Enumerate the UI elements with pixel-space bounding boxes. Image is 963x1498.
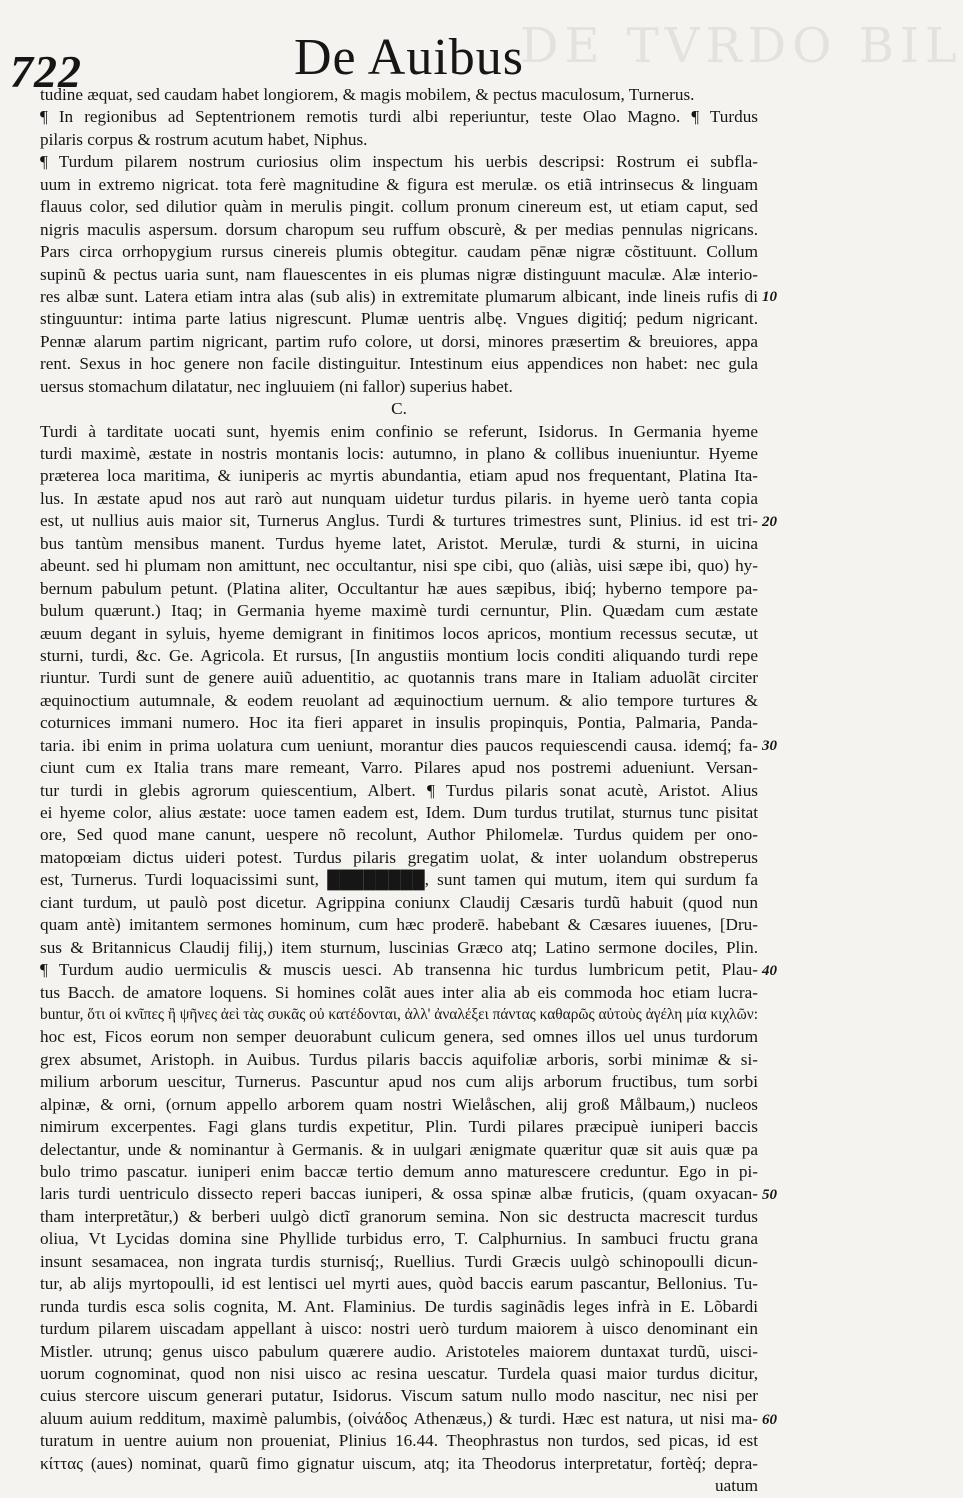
text-line: tudine æquat, sed caudam habet longiorem, & magis mobilem, & pectus maculosum, Turnerus. — [40, 85, 695, 104]
text-line: Turdi à tarditate uocati sunt, hyemis enim confinio se referunt, Isidorus. In Germania hyeme — [40, 421, 758, 441]
margin-line-number: 60 — [762, 1411, 777, 1428]
text-line: ¶ Turdum pilarem nostrum curiosius olim inspectum his uerbis descripsi: Rostrum ei subfla- — [40, 152, 758, 172]
text-line: κίττας (aues) nominat, quarũ fimo gignatur uiscum, atq; ita Theodorus interpretatur, fortèq́; depra- — [40, 1453, 758, 1473]
running-title: De Auibus — [294, 29, 524, 86]
text-line: laris turdi uentriculo dissecto reperi baccas iuniperi, & ossa spinæ albæ fruticis, (quam oxyacan- — [40, 1184, 758, 1204]
body-text — [40, 84, 758, 1498]
text-line: hoc est, Ficos eorum non semper deuorabunt culicum genera, sed omnes illos uel unus turdorum — [40, 1027, 758, 1047]
margin-line-number: 20 — [762, 513, 777, 530]
margin-line-number: 30 — [762, 738, 777, 755]
text-line: buntur, ὅτι οἱ κνῖπες ἢ ψῆνες ἀεὶ τὰς συκᾶς οὐ κατέδονται, ἀλλ' ἀναλέξει πάντας καθαρῶς αὐτοὺς ἀγέλη μία κιχλῶν: — [40, 1005, 758, 1023]
text-line: taria. ibi enim in prima uolatura cum ueniunt, morantur dies paucos requiescendi causa. idemq́; fa- — [40, 735, 758, 755]
text-line: bulum quærunt.) Itaq; in Germania hyeme maximè turdi cernuntur, Plin. Quædam cum æstate — [40, 601, 758, 621]
text-line: Mistler. utrunq; genus uisco pabulum quærere audio. Aristoteles maiorem duntaxat turdũ, uisci- — [40, 1341, 758, 1361]
bleed-through-text: DE TVRDO BIL — [520, 18, 963, 74]
text-line: supinũ & pectus uaria sunt, nam flauescentes in eis plumas nigræ distinguunt maculæ. Alæ interio- — [40, 264, 758, 284]
text-line: insunt sesamacea, non ingrata turdis sturnisq́;, Ruellius. Turdi Græcis uulgò schinopoulli dicun- — [40, 1251, 758, 1271]
text-line: est, ut nullius auis maior sit, Turnerus Anglus. Turdi & turtures trimestres sunt, Plinius. id est tri- — [40, 511, 758, 531]
text-line: ¶ In regionibus ad Septentrionem remotis turdi albi reperiuntur, teste Olao Magno. ¶ Turdus — [40, 107, 758, 127]
margin-line-number: 10 — [762, 289, 777, 306]
text-line: uorum cognominat, quod non nisi uisco ac resina uescatur. Turdela quasi maior turdus dicitur, — [40, 1363, 758, 1383]
text-line: sus & Britannicus Claudij filij,) item sturnum, luscinias Græco atq; Latino sermone dociles, Plin. — [40, 937, 758, 957]
text-line: tur, ab alijs myrtopoulli, id est lentisci uel myrti aues, quòd baccis earum pascantur, Bellonius. Tu- — [40, 1274, 758, 1294]
text-line: runda turdis esca solis cognita, M. Ant. Flaminius. De turdis saginãdis leges infrà in E. Lõbardi — [40, 1296, 758, 1316]
text-line: est, Turnerus. Turdi loquacissimi sunt, ████████, sunt tamen qui mutum, item qui surdum fa — [40, 870, 758, 890]
text-line: tus Bacch. de amatore loquens. Si homines colãt aues inter alia ab eis commoda hoc etiam lucra- — [40, 982, 758, 1002]
margin-line-number: 50 — [762, 1187, 777, 1204]
text-line: oliua, Vt Lycidas domina sine Phyllide turbidus erro, T. Calphurnius. In sambuci fructu grana — [40, 1229, 758, 1249]
text-line: pilaris corpus & rostrum acutum habet, Niphus. — [40, 129, 368, 149]
text-line: ore, Sed quod mane canunt, uespere nõ recolunt, Author Philomelæ. Turdus quidem per ono- — [40, 825, 758, 845]
text-line: bus tantùm mensibus manent. Turdus hyeme latet, Aristot. Merulæ, turdi & sturni, in uicina — [40, 533, 758, 553]
margin-line-number: 40 — [762, 962, 777, 979]
text-line: abeunt. sed hi plumam non amittunt, nec occultantur, nisi spe cibi, quo (aliàs, uisi sæpe ibi, quo) hy- — [40, 556, 758, 576]
text-line: quam antè) imitantem sermones hominum, cum hæc proderē. habebant & Cæsares iuuenes, [Dru- — [40, 915, 758, 935]
text-line: turatum in uentre auium non proueniat, Plinius 16.44. Theophrastus non turdos, sed picas, id est — [40, 1431, 758, 1451]
text-line: nimirum excerpentes. Fagi glans turdis expetitur, Plin. Turdi pilares præcipuè iuniperi baccis — [40, 1117, 758, 1137]
text-line: præterea loca maritima, & iuniperis ac myrtis abundantia, etiam apud nos frequentant, Platina Ita- — [40, 466, 758, 486]
text-line: Pennæ alarum partim nigricant, partim rufo colore, ut dorsi, minores præsertim & breuiores, appa — [40, 331, 758, 351]
text-line: ei hyeme color, alius æstate: uoce tamen eadem est, Idem. Dum turdus trutilat, sturnus tunc pisitat — [40, 803, 758, 822]
text-line: grex absumet, Aristoph. in Auibus. Turdus pilaris baccis aquifoliæ arboris, sorbi minimæ & si- — [40, 1049, 758, 1069]
text-line: aluum auium redditum, maximè palumbis, (οἰνάδος Athenæus,) & turdi. Hæc est natura, ut nisi ma- — [40, 1408, 758, 1428]
text-line: sturni, turdi, &c. Ge. Agricola. Et rursus, [In angustiis montium locis conditi aliquando turdi repe — [40, 645, 758, 665]
text-line: milium arborum uescitur, Turnerus. Pascuntur apud nos cum alijs arborum fructibus, tum sorbi — [40, 1072, 758, 1092]
text-line: uatum — [715, 1476, 758, 1496]
text-line: coturnices immani numero. Hoc ita fieri apparet in insulis propinquis, Pontia, Palmaria, Panda- — [40, 713, 758, 733]
text-line: flauus color, sed dilutior quàm in merulis pingit. collum pronum cinereum est, ut etiam caput, sed — [40, 197, 758, 217]
text-line: tham interpretãtur,) & berberi uulgò dictĩ granorum semina. Non sic destructa macrescit turdus — [40, 1206, 758, 1226]
text-line: matopœiam dictus uideri potest. Turdus pilaris gregatim uolat, & inter uolandum obstreperus — [40, 847, 758, 867]
text-line: uum in extremo nigricat. tota ferè magnitudine & figura est merulæ. os etiã intrinsecus & linguam — [40, 174, 758, 194]
text-line: ¶ Turdum audio uermiculis & muscis uesci. Ab transenna hic turdus lumbricum petit, Plau- — [40, 960, 758, 980]
text-line: delectantur, unde & nominantur à Germanis. & in uulgari ænigmate quæritur quæ sit auis quæ pa — [40, 1139, 758, 1159]
text-line: res albæ sunt. Latera etiam intra alas (sub alis) in extremitate plumarum albicant, inde lineis rufis di — [40, 286, 758, 306]
text-line: riuntur. Turdi sunt de genere auiũ aduentitio, ac quotannis trans mare in Italiam aduolãt circiter — [40, 668, 758, 688]
page-number: 722 — [10, 46, 82, 97]
text-line: bulo trimo pascatur. iuniperi enim baccæ tertio demum anno maturescere creduntur. Ego in pi- — [40, 1162, 758, 1181]
text-line: ciant turdum, ut paulò post dicetur. Agrippina coniunx Claudij Cæsaris turdũ habuit (quod nun — [40, 892, 758, 912]
text-line: C. — [391, 399, 407, 419]
text-line: æquinoctium autumnale, & eodem reuolant ad æquinoctium uernum. & alio tempore turtures & — [40, 690, 758, 710]
text-line: bernum pabulum petunt. (Platina aliter, Occultantur hæ aues sæpibus, ibiq́; hyberno tempore pa- — [40, 578, 758, 598]
text-line: cuius stercore uiscum generari putatur, Isidorus. Viscum satum nullo modo nascitur, nec nisi per — [40, 1386, 758, 1406]
text-line: Pars circa orrhopygium rursus cinereis plumis obtegitur. caudam pēnæ nigræ cõstituunt. Collum — [40, 242, 758, 262]
text-line: ciunt cum ex Italia trans mare remeant, Varro. Pilares apud nos postremi adueniunt. Versan- — [40, 758, 758, 778]
text-line: alpinæ, & orni, (ornum appello arborem quam nostri Wielåschen, alij groß Målbaum,) nucleos — [40, 1094, 758, 1114]
text-line: turdum pilarem uiscadam appellant à uisco: nostri uerò turdum maiorem à uisco denominant ein — [40, 1319, 758, 1339]
text-line: tur turdi in glebis agrorum quiescentium, Albert. ¶ Turdus pilaris sonat acutè, Aristot. Alius — [40, 780, 758, 800]
text-line: lus. In æstate apud nos aut rarò aut nunquam uidetur turdus pilaris. in hyeme uerò tanta copia — [40, 488, 758, 508]
text-line: stinguuntur: intima parte latius nigrescunt. Plumæ uentris albę. Vngues digitiq́; pedum nigricant. — [40, 309, 758, 329]
text-line: uersus stomachum dilatatur, nec ingluuiem (ni fallor) superius habet. — [40, 376, 513, 396]
text-line: turdi maximè, æstate in nostris montanis locis: autumno, in plano & collibus inueniuntur. Hyeme — [40, 444, 758, 463]
text-line: rent. Sexus in hoc genere non facile distinguitur. Intestinum eius appendices non habet: nec gula — [40, 354, 758, 374]
text-line: æuum degant in syluis, hyeme demigrant in finitimos locos apricos, montium recessus secutæ, ut — [40, 623, 758, 643]
text-line: nigris maculis aspersum. dorsum charopum seu ruffum obscurè, & per medias pennulas nigricans. — [40, 219, 758, 239]
